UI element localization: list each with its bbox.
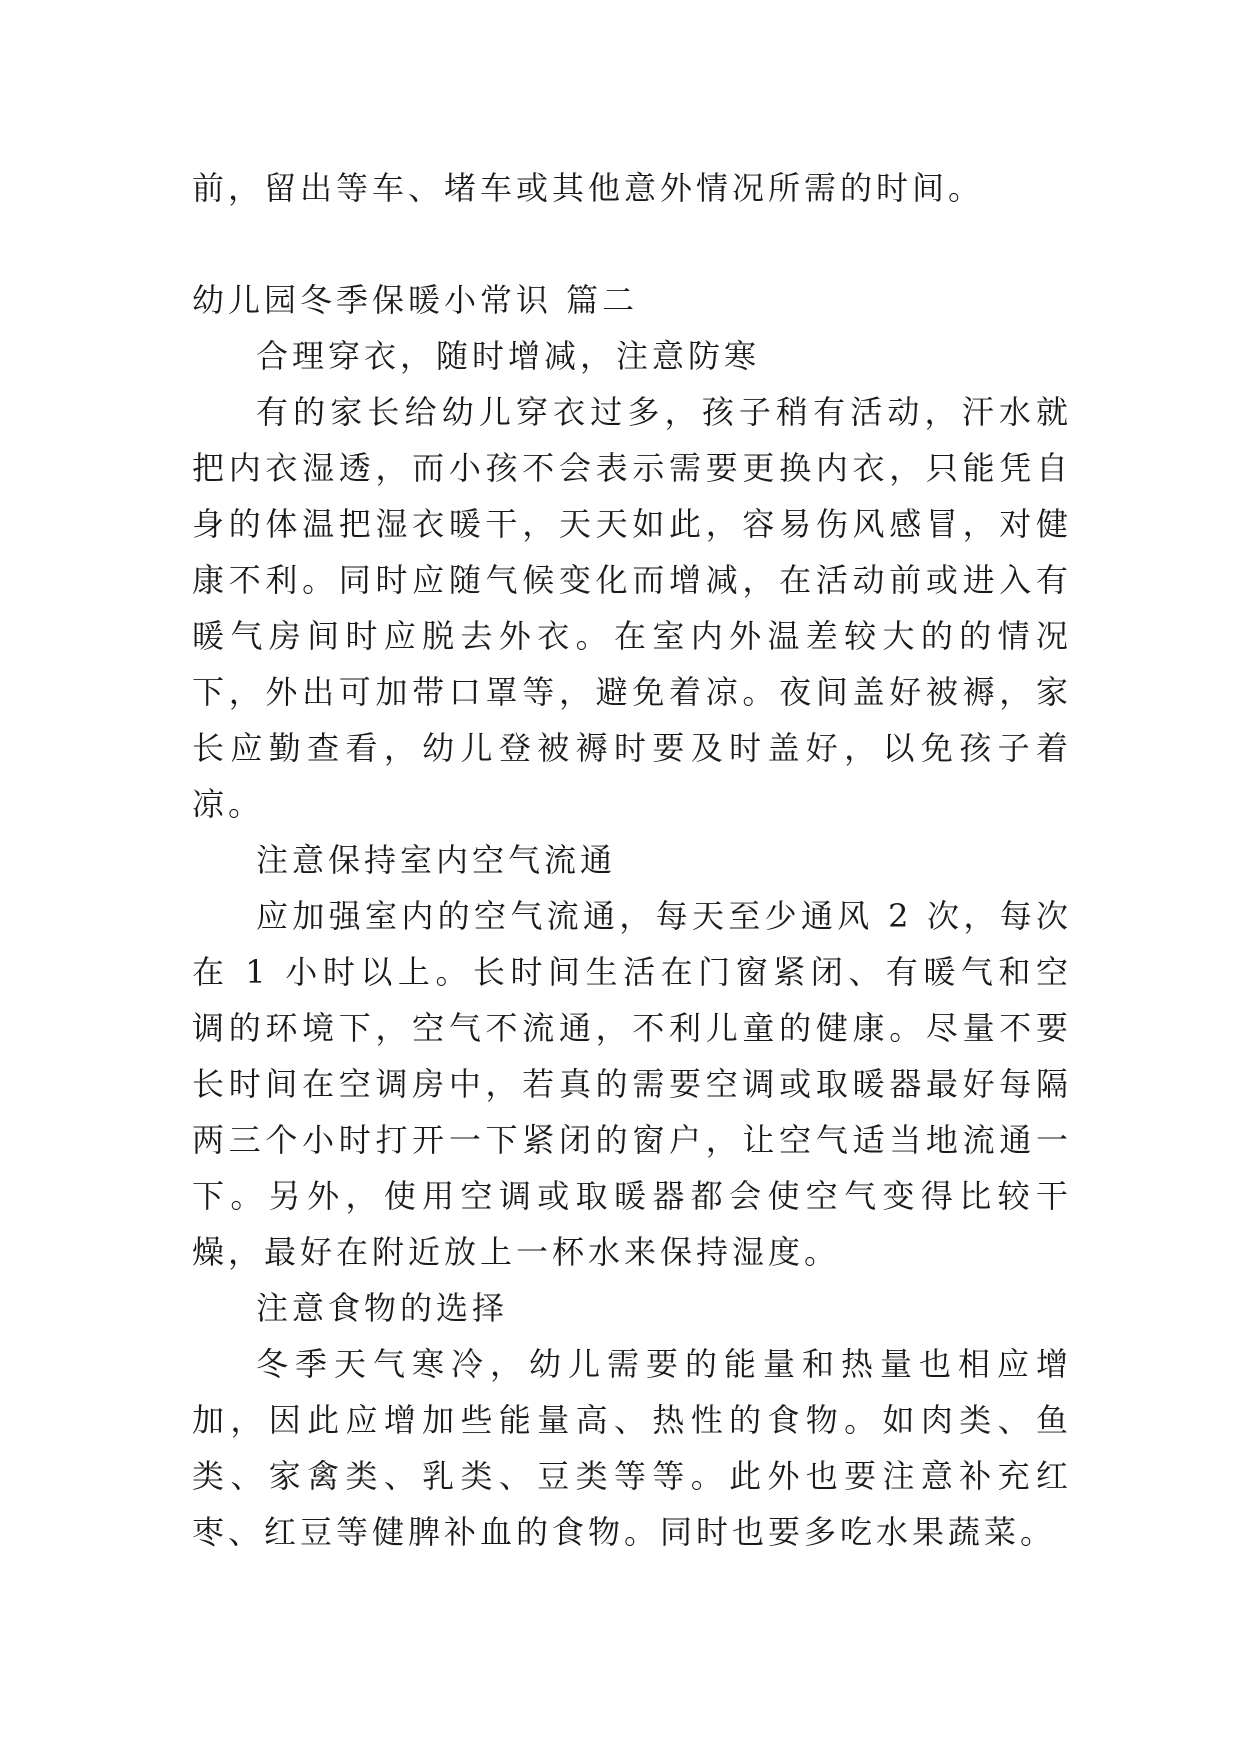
- subheading-ventilation: 注意保持室内空气流通: [256, 841, 617, 879]
- subheading-food: 注意食物的选择: [256, 1289, 509, 1327]
- subheading-clothing: 合理穿衣，随时增减，注意防寒: [256, 337, 761, 375]
- section-gap: [192, 216, 1072, 272]
- section-title: 幼儿园冬季保暖小常识 篇二: [192, 281, 639, 319]
- paragraph-clothing: 有的家长给幼儿穿衣过多，孩子稍有活动，汗水就把内衣湿透，而小孩不会表示需要更换内衣，只能凭自身的体温把湿衣暖干，天天如此，容易伤风感冒，对健康不利。同时应随气候变化而增减，在活动前或进入有暖气房间时应脱去外衣。在室内外温差较大的的情况下，外出可加带口罩等，避免着凉。夜间盖好被褥，家长应勤查看，幼儿登被褥时要及时盖好，以免孩子着凉。: [192, 393, 1072, 823]
- carryover-line: 前，留出等车、堵车或其他意外情况所需的时间。: [192, 169, 985, 207]
- document-body: [192, 160, 1072, 1560]
- paragraph-food: 冬季天气寒冷，幼儿需要的能量和热量也相应增加，因此应增加些能量高、热性的食物。如肉类、鱼类、家禽类、乳类、豆类等等。此外也要注意补充红枣、红豆等健脾补血的食物。同时也要多吃水果蔬菜。: [192, 1345, 1072, 1551]
- paragraph-ventilation: 应加强室内的空气流通，每天至少通风 2 次，每次在 1 小时以上。长时间生活在门窗紧闭、有暖气和空调的环境下，空气不流通，不利儿童的健康。尽量不要长时间在空调房中，若真的需要空调或取暖器最好每隔两三个小时打开一下紧闭的窗户，让空气适当地流通一下。另外，使用空调或取暖器都会使空气变得比较干燥，最好在附近放上一杯水来保持湿度。: [192, 897, 1072, 1271]
